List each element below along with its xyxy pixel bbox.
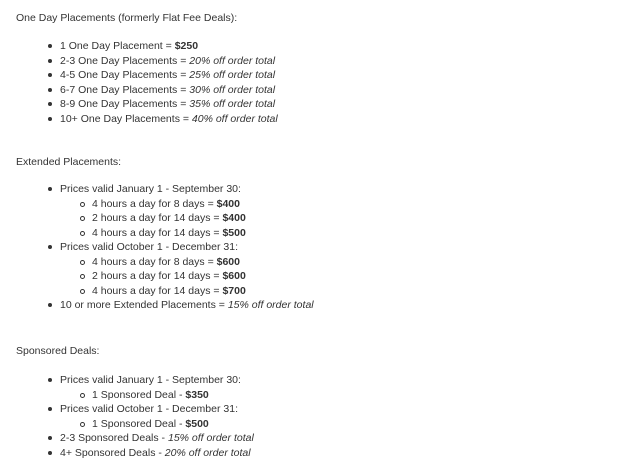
price: $250 (174, 40, 199, 52)
period-price-list (78, 388, 254, 403)
sponsored-heading: Sponsored Deals: (16, 345, 100, 357)
price: $500 (185, 417, 209, 430)
list-item: 2 hours a day for 14 days = $600 (78, 269, 314, 284)
extended-list (46, 182, 314, 313)
list-item: 4+ Sponsored Deals - 20% off order total (46, 446, 254, 461)
price: $400 (222, 212, 246, 224)
list-item: 8-9 One Day Placements = 35% off order total (46, 97, 278, 112)
period-label: Prices valid January 1 - September 30: (60, 183, 241, 195)
sponsored-list (46, 373, 254, 460)
price: $350 (185, 388, 209, 401)
discount: 30% off order total (189, 83, 276, 96)
discount: 40% off order total (191, 112, 278, 125)
one-day-list (46, 39, 278, 126)
period-price-list (78, 255, 314, 299)
period-label: Prices valid October 1 - December 31: (60, 241, 238, 253)
list-item: 1 One Day Placement = $250 (46, 39, 278, 54)
period-label: Prices valid January 1 - September 30: (60, 374, 241, 386)
list-item: 2-3 One Day Placements = 20% off order total (46, 54, 278, 69)
period-item (46, 182, 314, 240)
discount: 15% off order total (167, 432, 254, 444)
discount: 20% off order total (164, 446, 251, 459)
list-item: 2 hours a day for 14 days = $400 (78, 211, 314, 226)
period-item (46, 373, 254, 402)
discount: 35% off order total (189, 98, 276, 110)
period-label: Prices valid October 1 - December 31: (60, 403, 238, 415)
list-item: 10+ One Day Placements = 40% off order total (46, 112, 278, 127)
list-item: 4 hours a day for 14 days = $500 (78, 226, 314, 241)
price: $400 (216, 197, 240, 210)
list-item: 4 hours a day for 14 days = $700 (78, 284, 314, 299)
price: $700 (222, 284, 246, 297)
discount: 25% off order total (189, 69, 276, 81)
extended-heading: Extended Placements: (16, 156, 122, 168)
list-item: 4 hours a day for 8 days = $600 (78, 255, 314, 270)
price: $600 (216, 255, 240, 268)
list-item: 4 hours a day for 8 days = $400 (78, 197, 314, 212)
list-item: 4-5 One Day Placements = 25% off order total (46, 68, 278, 83)
period-item (46, 240, 314, 298)
discount: 20% off order total (189, 54, 276, 67)
period-price-list (78, 417, 254, 432)
discount: 15% off order total (227, 299, 314, 311)
list-item: 10 or more Extended Placements = 15% off order total (46, 298, 314, 313)
price: $600 (222, 270, 246, 282)
list-item: 1 Sponsored Deal - $350 (78, 388, 254, 403)
list-item: 1 Sponsored Deal - $500 (78, 417, 254, 432)
period-price-list (78, 197, 314, 241)
list-item: 6-7 One Day Placements = 30% off order total (46, 83, 278, 98)
one-day-heading: One Day Placements (formerly Flat Fee Deals): (16, 12, 238, 24)
list-item: 2-3 Sponsored Deals - 15% off order total (46, 431, 254, 446)
period-item (46, 402, 254, 431)
price: $500 (222, 226, 246, 239)
